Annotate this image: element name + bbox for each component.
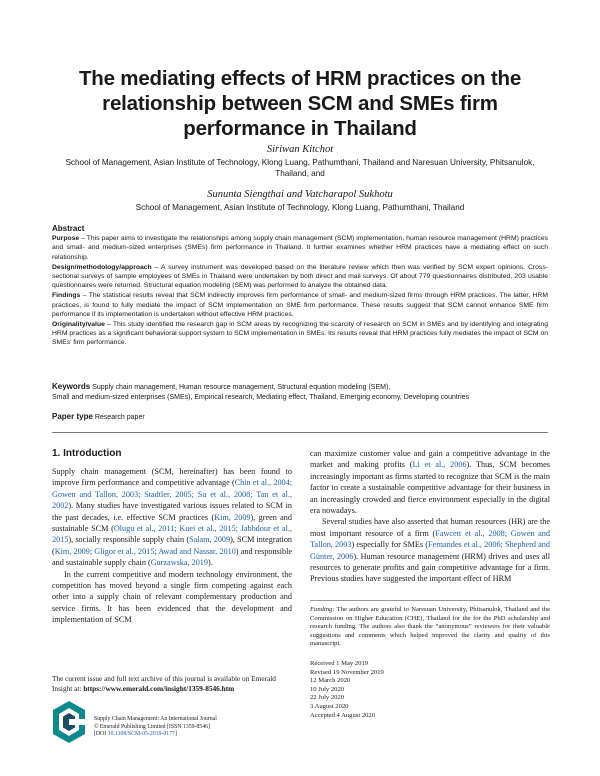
keywords-line-1: Supply chain management, Human resource management, Structural equation modeling (SEM), (92, 384, 391, 391)
keywords-line-2: Small and medium-sized enterprises (SMEs), Empirical research, Mediating effect, Thailand, Emerging economy, Developing countries (52, 394, 470, 401)
access-note (52, 674, 292, 694)
author-2: Sununta Siengthai and Vatcharapol Sukhotu (207, 189, 393, 200)
text-run: ). Human resource management (HRM) drives and uses all resources to generate profits and gain competitive advantage for a firm. Previous studies have suggested the important effect of HRM (310, 551, 550, 584)
findings-label: Findings (52, 292, 81, 300)
citation-link[interactable]: Kim, 2009; Gligor et al., 2015; Awad and Nassar, 2010 (54, 546, 236, 556)
citation-link[interactable]: Salam, 2009 (189, 535, 231, 545)
design-label: Design/methodology/approach (52, 263, 152, 271)
history-date: Received 1 May 2019 (310, 660, 369, 667)
history-date: 3 August 2020 (310, 702, 349, 710)
body-column-left (52, 466, 292, 626)
funding-label: Funding: (310, 606, 335, 613)
text-run: ) especially for SMEs ( (351, 540, 429, 550)
citation-link[interactable]: Kim, 2009 (214, 512, 251, 522)
body-column-right (310, 448, 550, 585)
intro-paragraph-2: In the current competitive and modern technology environment, the competition has moved beyond a single firm competing against each other into a supply chain of relevant complementary production and service firms. It has been evidenced that the development and implementation of SCM (52, 569, 292, 625)
findings-text: – The statistical results reveal that SCM indirectly improves firm performance of small- and medium-sized firms through HRM practices. The latter, HRM practices, is found to fully mediate the impact of SCM implementation on SME firm performance. These results suggest that SCM cannot enhance SME firm performance if its implementation is undertaken without effective HRM practices. (52, 292, 548, 318)
access-note-url[interactable]: https://www.emerald.com/insight/1359-8546.htm (83, 684, 235, 693)
purpose-text: – This paper aims to investigate the relationships among supply chain management (SCM) implementation, human resource management (HRM) practices and small- and medium-sized enterprises (SMEs) firm performance in Thailand. It further examines whether HRM practices have a mediating effect on such relationship. (52, 235, 548, 261)
paper-type (52, 412, 548, 421)
abstract (52, 224, 548, 349)
paper-type-value: Research paper (94, 414, 145, 421)
journal-doi (94, 731, 304, 739)
text-run: ). (207, 558, 213, 568)
history-date: 22 July 2020 (310, 694, 345, 702)
abstract-purpose (52, 234, 548, 262)
section-divider (52, 432, 548, 433)
text-run: [DOI (94, 731, 108, 738)
intro-paragraph-1 (52, 466, 292, 569)
text-run: can maximize customer value and gain a competitive advantage in the market and making profits ( (310, 449, 550, 470)
history-date: 10 July 2020 (310, 685, 345, 693)
affiliation-2: School of Management, Asian Institute of Technology, Klong Luang, Pathumthani, Thailand (135, 203, 465, 212)
citation-link[interactable]: Gurzawska, 2019 (150, 558, 208, 568)
journal-publisher: © Emerald Publishing Limited [ISSN 1359-8546] (94, 723, 210, 730)
citation-link[interactable]: Chin et al., 2004; Gowen and Tallon, 2003; Stadtler, 2005; Su et al., 2008; Tan et al., 2002 (52, 478, 292, 511)
journal-name: Supply Chain Management: An International Journal (94, 716, 217, 722)
keywords-label: Keywords (52, 382, 91, 391)
citation-link[interactable]: Fernandes et al., 2006; Shepherd and Günter, 2006 (310, 540, 550, 561)
doi-link[interactable]: 10.1108/SCM-05-2019-0177 (107, 731, 175, 738)
text-run: ), green and sustainable SCM ( (52, 512, 292, 534)
footnote-divider (310, 600, 550, 601)
section-heading: 1. Introduction (52, 448, 122, 459)
abstract-design (52, 263, 548, 291)
paper-title: The mediating effects of HRM practices on the relationship between SCM and SMEs firm performance in Thailand (78, 67, 522, 140)
author-1: Siriwan Kitchot (266, 144, 334, 155)
intro-paragraph-4 (310, 516, 550, 584)
history-date: 12 March 2020 (310, 677, 351, 685)
affiliation-1: School of Management, Asian Institute of Technology, Klong Luang, Pathumthani, Thailand and Naresuan University, Phitsanulok, Thailand, and (65, 158, 535, 178)
originality-text: – This study identified the research gap in SCM areas by recognizing the scarcity of research on SCM in SMEs and by identifying and integrating HRM practices as a significant behavioral support system to SCM implementation in SMEs. Its results reveal that HRM practices fully mediates the impact of SCM on SMEs’ firm performance. (52, 321, 548, 347)
history-date: Revised 19 November 2019 (310, 668, 384, 676)
text-run: ] (174, 731, 177, 738)
text-run: ) and responsible and sustainable supply chain ( (52, 546, 293, 568)
emerald-logo-icon (52, 700, 86, 744)
originality-label: Originality/value (52, 321, 105, 329)
text-run: Several studies have also asserted that human resources (HR) are the most important resource of a firm ( (310, 517, 550, 538)
intro-paragraph-3 (310, 448, 550, 516)
text-run: ). Thus, SCM becomes increasingly important as firms started to recognize that SCM is the main factor to create a sustainable competitive advantage for their business in an increasingly crowded and fierce environment especially in the digital era nowadays. (310, 460, 550, 516)
citation-link[interactable]: Olugu et al., 2011; Kuei et al., 2015; Jabbdour et al., 2015 (52, 524, 292, 545)
funding-text: The authors are grateful to Naresuan University, Phitsanulok, Thailand and the Commission on Higher Education (CHE), Thailand for the for the PhD scholarship and research funding. The authors also thank the “anonymous” reviewers for their valuable suggestions and comments which helped improved the clarity and quality of this manuscript. (310, 606, 550, 648)
abstract-heading: Abstract (52, 224, 85, 233)
funding-note (310, 606, 550, 649)
citation-link[interactable]: Fawcett et al., 2008; Gowen and Tallon, 2003 (310, 528, 550, 550)
article-history (310, 660, 550, 720)
journal-info (94, 716, 304, 739)
text-run: ). Many studies have investigated various issues related to SCM in the past decades, i.e. effective SCM practices ( (52, 501, 292, 522)
abstract-findings (52, 291, 548, 319)
access-note-text: The current issue and full text archive of this journal is available on Emerald Insight at: (52, 674, 276, 693)
paper-type-label: Paper type (52, 412, 93, 421)
citation-link[interactable]: Li et al., 2006 (412, 460, 467, 470)
abstract-originality (52, 320, 548, 348)
history-date: Accepted 4 August 2020 (310, 711, 376, 719)
design-text: – A survey instrument was developed based on the literature review which then was verified by SCM expert opinions. Cross-sectional surveys of sample employees of SMEs in Thailand were undertaken by both direct and mail surveys. Of about 779 questionnaires distributed, 203 usable questionnaires were returned. Structural equation modeling (SEM) was performed to analyze the obtained data. (52, 263, 548, 290)
keywords (52, 382, 548, 403)
text-run: ), SCM integration ( (52, 535, 293, 556)
text-run: Supply chain management (SCM, hereinafter) has been found to improve firm performance and competitive advantage ( (52, 467, 292, 488)
text-run: ), socially responsible supply chain ( (68, 535, 190, 545)
purpose-label: Purpose (52, 235, 80, 243)
